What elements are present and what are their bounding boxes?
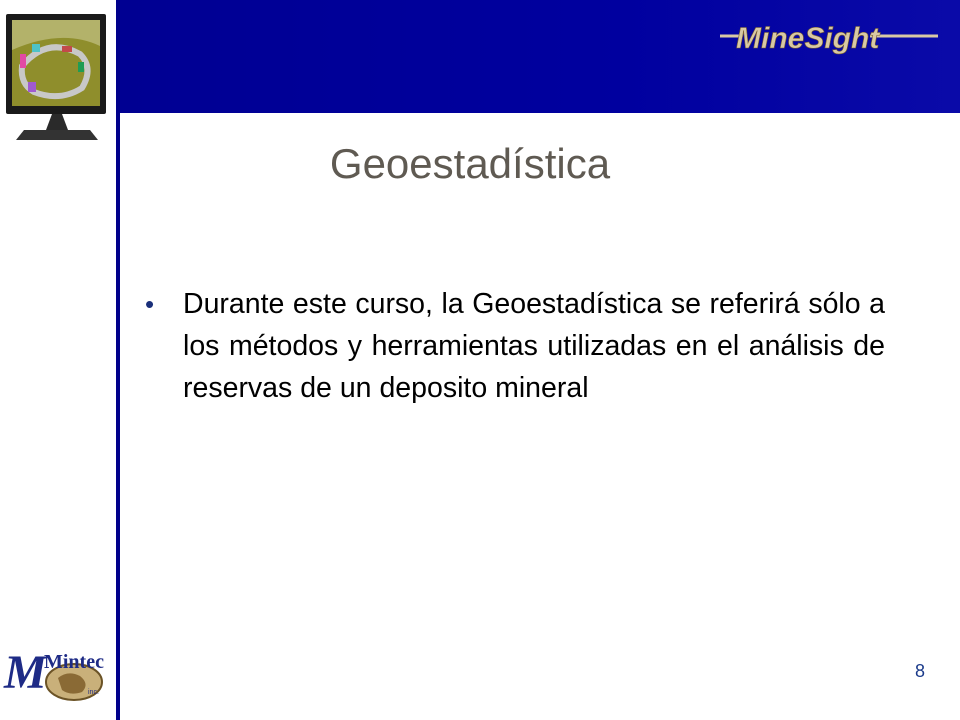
- monitor-illustration: [2, 6, 112, 146]
- bullet-list: [145, 283, 885, 409]
- minesight-logo: [720, 14, 940, 64]
- bullet-item: [145, 283, 885, 409]
- bullet-icon: •: [145, 289, 155, 319]
- mintec-logo: [2, 642, 114, 704]
- mintec-logo-small: inc.: [88, 689, 99, 696]
- slide-title: Geoestadística: [329, 140, 611, 187]
- left-divider-bar: [116, 0, 120, 720]
- page-number: 8: [914, 661, 925, 681]
- mintec-logo-mark: M: [4, 646, 47, 699]
- mintec-logo-text: Mintec: [44, 651, 104, 673]
- minesight-logo-text: MineSight: [736, 22, 880, 55]
- bullet-text: Durante este curso, la Geoestadística se referirá sólo a los métodos y herramientas utilizadas en el análisis de reservas de un deposito mineral: [183, 288, 885, 404]
